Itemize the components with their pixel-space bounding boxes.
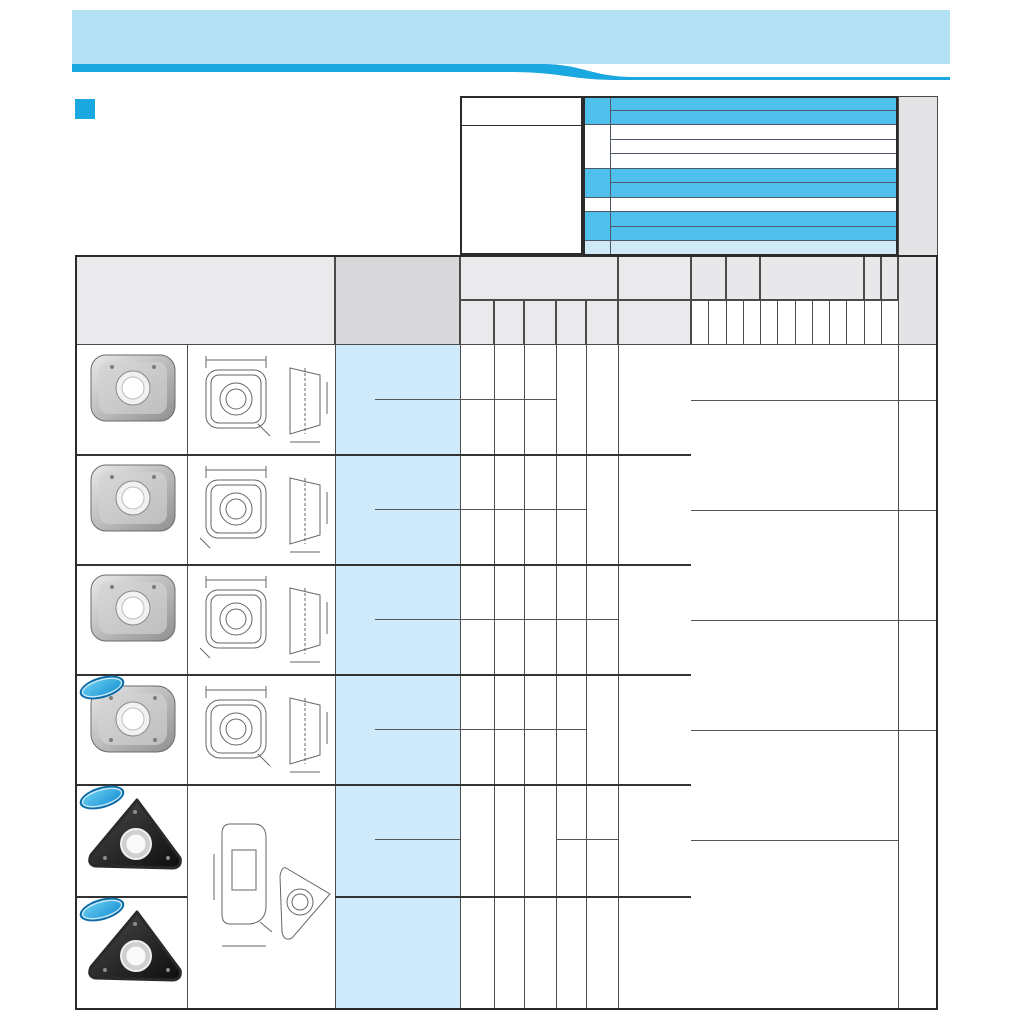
- dim-d1: [524, 944, 556, 962]
- material-name: [611, 140, 691, 155]
- grade-group-megacoat: [760, 255, 864, 300]
- insert-drawing: [190, 810, 332, 970]
- grade-name: [846, 301, 863, 344]
- grade-name: [743, 301, 760, 344]
- see-page-cell: [898, 730, 938, 785]
- classification-legend: [460, 96, 583, 255]
- material-marks-row: [691, 111, 898, 126]
- dim-s: [494, 694, 524, 712]
- grade-dots-row: [691, 840, 898, 897]
- material-marks-row: [691, 169, 898, 184]
- dim-s: [494, 832, 524, 850]
- dim-re: [586, 391, 618, 409]
- col-header-an: [618, 300, 691, 345]
- material-name: [611, 227, 691, 242]
- grade-group-cvd: [726, 255, 760, 300]
- material-marks-row: [691, 183, 898, 198]
- dim-ic: [460, 474, 494, 492]
- material-letter-N: [583, 198, 611, 213]
- material-name: [611, 183, 691, 198]
- material-letter-M: [583, 125, 611, 169]
- dim-s: [494, 418, 524, 436]
- dim-d1: [524, 748, 556, 766]
- grade-dots-row: [691, 400, 898, 455]
- angle-an: [618, 721, 691, 739]
- angle-an: [618, 501, 691, 519]
- material-marks-row: [691, 198, 898, 213]
- dim-re: [586, 859, 618, 877]
- grade-dots-row: [691, 730, 898, 785]
- grade-name: [777, 301, 794, 344]
- dimension-header: [460, 255, 618, 300]
- dim-re: [586, 803, 618, 821]
- dim-bs: [556, 694, 586, 712]
- material-marks-row: [691, 227, 898, 242]
- banner-swoosh: [72, 64, 950, 80]
- dim-bs: [556, 391, 586, 409]
- grade-name: [881, 301, 898, 344]
- dim-re: [586, 944, 618, 962]
- see-page-cell: [898, 400, 938, 455]
- grade-name: [760, 301, 777, 344]
- dim-d1: [524, 584, 556, 602]
- insert-photo-square: [89, 462, 177, 534]
- see-page-cell: [898, 455, 938, 510]
- dim-ic: [460, 528, 494, 546]
- insert-drawing: [190, 568, 332, 670]
- col-header-bs: [556, 300, 586, 345]
- grade-group-carbide: [881, 255, 898, 300]
- grade-dots-row: [691, 675, 898, 730]
- grade-dots-row: [691, 565, 898, 620]
- grade-dots-row: [691, 785, 898, 840]
- dim-d1: [524, 694, 556, 712]
- material-name: [611, 154, 691, 169]
- description-column-bg: [335, 345, 460, 1010]
- dim-bs: [556, 859, 586, 877]
- dim-bs: [556, 584, 586, 602]
- dim-d1: [524, 474, 556, 492]
- dim-ic: [460, 694, 494, 712]
- dim-bs: [556, 474, 586, 492]
- grade-name: [708, 301, 725, 344]
- dim-bs: [556, 944, 586, 962]
- section-bullet: [75, 99, 95, 119]
- material-name: [611, 241, 691, 256]
- material-marks-row: [691, 154, 898, 169]
- material-marks-row: [691, 140, 898, 155]
- insert-drawing: [190, 458, 332, 560]
- insert-drawing: [190, 678, 332, 780]
- grade-name: [829, 301, 846, 344]
- grade-name: [691, 301, 708, 344]
- legend-title: [462, 98, 581, 126]
- dim-re: [586, 638, 618, 656]
- dim-ic: [460, 748, 494, 766]
- dim-bs: [556, 803, 586, 821]
- material-marks-row: [691, 125, 898, 140]
- description-header: [335, 255, 460, 345]
- dim-bs: [556, 528, 586, 546]
- dim-ic: [460, 832, 494, 850]
- material-marks-row: [691, 241, 898, 256]
- dim-re: [586, 721, 618, 739]
- dim-ic: [460, 584, 494, 602]
- dim-d1: [524, 418, 556, 436]
- see-page-cell: [898, 345, 938, 400]
- see-page-cell: [898, 620, 938, 675]
- dim-d1: [524, 638, 556, 656]
- dim-s: [494, 748, 524, 766]
- material-letter-S: [583, 212, 611, 241]
- dim-ic: [460, 364, 494, 382]
- see-page-cell: [898, 675, 938, 730]
- section-title: [103, 92, 110, 119]
- material-letter-K: [583, 169, 611, 198]
- angle-an: [618, 944, 691, 962]
- grade-name: [795, 301, 812, 344]
- dim-s: [494, 364, 524, 382]
- col-header-s: [494, 300, 524, 345]
- dim-s: [494, 638, 524, 656]
- grade-dots-row: [691, 455, 898, 510]
- material-name: [611, 169, 691, 184]
- insert-header: [75, 255, 335, 345]
- dim-d1: [524, 832, 556, 850]
- dim-ic: [460, 418, 494, 436]
- see-page-cell: [898, 785, 938, 1010]
- dim-bs: [556, 638, 586, 656]
- grade-dots-row: [691, 510, 898, 565]
- dim-s: [494, 584, 524, 602]
- see-page-cell: [898, 565, 938, 620]
- insert-drawing: [190, 348, 332, 450]
- col-header-re: [586, 300, 618, 345]
- material-marks-row: [691, 96, 898, 111]
- grade-dots-row: [691, 897, 898, 1010]
- dim-s: [494, 944, 524, 962]
- grade-name: [726, 301, 743, 344]
- material-name: [611, 125, 691, 140]
- dim-d1: [524, 364, 556, 382]
- col-header-d1: [524, 300, 556, 345]
- dim-d1: [524, 528, 556, 546]
- material-name: [611, 212, 691, 227]
- insert-photo-square: [89, 352, 177, 424]
- dim-bs: [556, 748, 586, 766]
- angle-an: [618, 391, 691, 409]
- dim-re: [586, 501, 618, 519]
- angle-an: [618, 832, 691, 850]
- see-page-column: [898, 96, 938, 345]
- material-letter-H: [583, 241, 611, 256]
- grade-dots-row: [691, 345, 898, 400]
- dim-s: [494, 528, 524, 546]
- grade-name: [864, 301, 881, 344]
- dim-ic: [460, 638, 494, 656]
- grade-group-dlc: [864, 255, 881, 300]
- col-header-ic: [460, 300, 494, 345]
- dim-re: [586, 584, 618, 602]
- material-letter-P: [583, 96, 611, 125]
- material-name: [611, 96, 691, 111]
- grade-dots-row: [691, 620, 898, 675]
- angle-header: [618, 255, 691, 300]
- dim-s: [494, 474, 524, 492]
- page-banner: [72, 10, 950, 64]
- grade-name: [812, 301, 829, 344]
- insert-photo-square: [89, 572, 177, 644]
- see-page-cell: [898, 510, 938, 565]
- dim-ic: [460, 944, 494, 962]
- material-marks-row: [691, 212, 898, 227]
- grade-names-row: [691, 300, 898, 345]
- angle-an: [618, 611, 691, 629]
- material-name: [611, 111, 691, 126]
- material-name: [611, 198, 691, 213]
- grade-group-cermet: [691, 255, 726, 300]
